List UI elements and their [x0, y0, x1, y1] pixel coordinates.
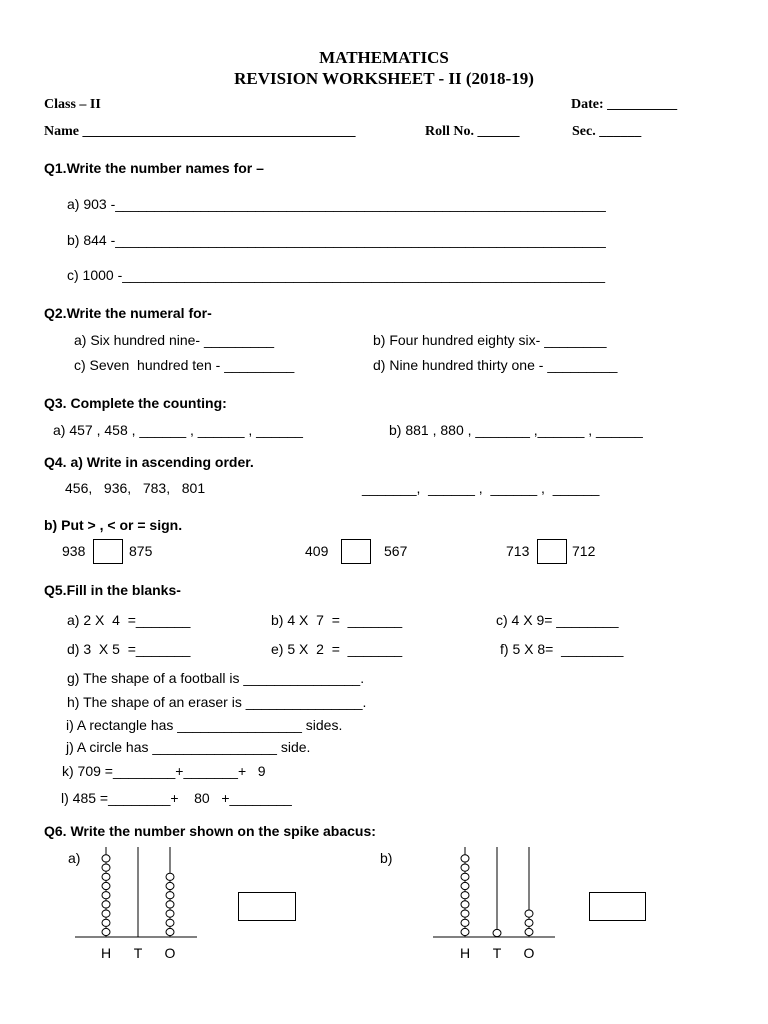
- abacus-b-bead: [461, 901, 469, 908]
- q5-item-j[interactable]: j) A circle has ________________ side.: [66, 739, 311, 755]
- abacus-a-label: a): [68, 850, 81, 866]
- abacus-b-label: b): [380, 850, 393, 866]
- q1-item-a[interactable]: a) 903 -_______________________________________________________________: [67, 196, 606, 212]
- abacus-b-place-T: T: [492, 945, 502, 961]
- q5-item-a[interactable]: a) 2 X 4 =_______: [67, 612, 191, 628]
- q5-item-c[interactable]: c) 4 X 9= ________: [496, 612, 619, 628]
- abacus-b-place-H: H: [459, 945, 471, 961]
- abacus-b-bead: [461, 882, 469, 889]
- compare-right-1: 875: [129, 543, 153, 559]
- abacus-b-bead: [461, 855, 469, 862]
- abacus-b-answer-box[interactable]: [589, 892, 646, 921]
- q3-item-b[interactable]: b) 881 , 880 , _______ ,______ , ______: [389, 422, 643, 438]
- abacus-a-place-T: T: [133, 945, 143, 961]
- q4b-heading: b) Put > , < or = sign.: [44, 517, 183, 533]
- abacus-a-place-H: H: [100, 945, 112, 961]
- q4-heading: Q4. a) Write in ascending order.: [44, 454, 254, 470]
- class-label: Class – II: [44, 97, 101, 112]
- roll-no-field[interactable]: Roll No. ______: [425, 124, 520, 139]
- compare-left-3: 713: [506, 543, 530, 559]
- q5-item-e[interactable]: e) 5 X 2 = _______: [271, 641, 403, 657]
- q6-heading: Q6. Write the number shown on the spike abacus:: [44, 823, 376, 839]
- compare-right-3: 712: [572, 543, 596, 559]
- section-field[interactable]: Sec. ______: [572, 124, 642, 139]
- q3-item-a[interactable]: a) 457 , 458 , ______ , ______ , ______: [53, 422, 303, 438]
- worksheet-title: REVISION WORKSHEET - II (2018-19): [234, 69, 534, 88]
- q5-item-i[interactable]: i) A rectangle has ________________ sides.: [66, 717, 343, 733]
- date-field[interactable]: Date: __________: [571, 97, 678, 112]
- abacus-b-bead: [525, 919, 533, 926]
- q4-ascending-blanks[interactable]: _______, ______ , ______ , ______: [362, 480, 600, 496]
- q5-item-k[interactable]: k) 709 =________+_______+ 9: [62, 763, 266, 779]
- q1-item-b[interactable]: b) 844 -_______________________________________________________________: [67, 232, 606, 248]
- compare-right-2: 567: [384, 543, 408, 559]
- abacus-b-bead: [461, 910, 469, 917]
- abacus-a-place-O: O: [164, 945, 176, 961]
- abacus-b-bead: [525, 928, 533, 935]
- compare-left-2: 409: [305, 543, 329, 559]
- abacus-b-bead: [461, 928, 469, 935]
- q1-item-c[interactable]: c) 1000 -______________________________________________________________: [67, 267, 605, 283]
- compare-left-1: 938: [62, 543, 86, 559]
- q2-item-b[interactable]: b) Four hundred eighty six- ________: [373, 332, 607, 348]
- q5-item-h[interactable]: h) The shape of an eraser is _______________.: [67, 694, 367, 710]
- q5-item-f[interactable]: f) 5 X 8= ________: [500, 641, 624, 657]
- abacus-b-bead: [461, 919, 469, 926]
- q5-item-g[interactable]: g) The shape of a football is _______________.: [67, 670, 365, 686]
- abacus-b-place-O: O: [523, 945, 535, 961]
- abacus-b-bead: [461, 873, 469, 880]
- q2-heading: Q2.Write the numeral for-: [44, 305, 212, 321]
- name-field[interactable]: Name _______________________________________: [44, 124, 356, 139]
- q5-item-l[interactable]: l) 485 =________+ 80 +________: [61, 790, 292, 806]
- q2-item-c[interactable]: c) Seven hundred ten - _________: [74, 357, 295, 373]
- q2-item-a[interactable]: a) Six hundred nine- _________: [74, 332, 275, 348]
- q5-heading: Q5.Fill in the blanks-: [44, 582, 181, 598]
- abacus-b-spike-cap: [493, 929, 501, 936]
- abacus-b-bead: [461, 892, 469, 899]
- worksheet-subject: MATHEMATICS: [319, 48, 449, 67]
- abacus-b-bead: [525, 910, 533, 917]
- q4-numbers: 456, 936, 783, 801: [65, 480, 206, 496]
- abacus-b-bead: [461, 864, 469, 871]
- q5-item-d[interactable]: d) 3 X 5 =_______: [67, 641, 191, 657]
- q3-heading: Q3. Complete the counting:: [44, 395, 227, 411]
- q2-item-d[interactable]: d) Nine hundred thirty one - _________: [373, 357, 618, 373]
- q5-item-b[interactable]: b) 4 X 7 = _______: [271, 612, 403, 628]
- q1-heading: Q1.Write the number names for –: [44, 160, 264, 176]
